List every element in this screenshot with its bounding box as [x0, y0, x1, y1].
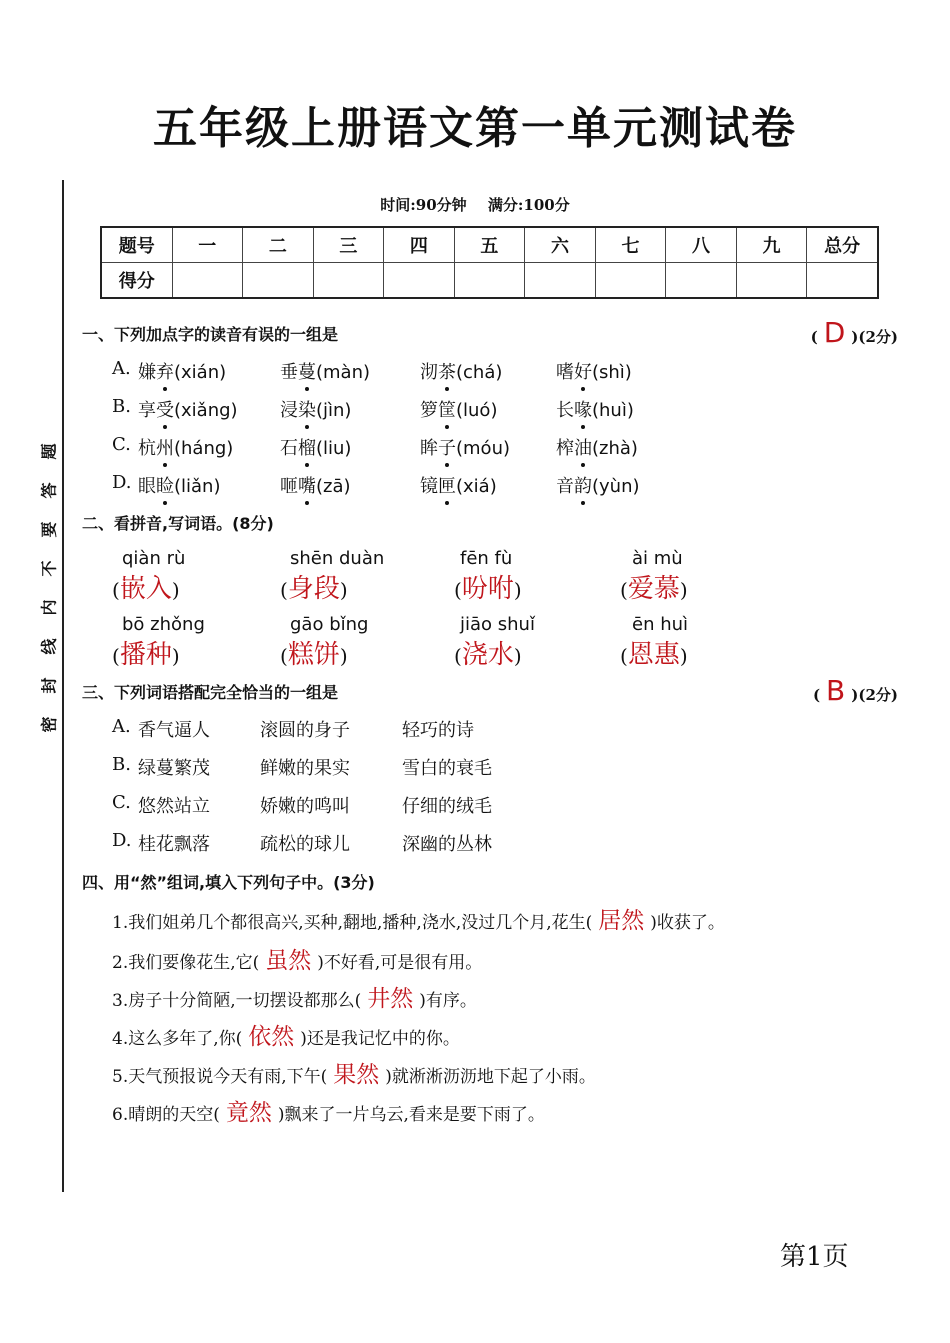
header-cell: 一: [172, 227, 243, 263]
seal-char: 线: [39, 638, 59, 655]
seal-char: 不: [39, 560, 59, 577]
score-label-cell: 得分: [101, 263, 172, 299]
header-cell: 九: [736, 227, 807, 263]
paren-close: ): [513, 578, 522, 602]
char: 沏: [420, 362, 438, 383]
paren-open: (: [280, 644, 288, 668]
phrase: 绿蔓繁茂: [138, 758, 210, 779]
handwritten-answer: 吩咐: [461, 574, 514, 604]
word-with-pinyin: [138, 396, 238, 422]
paren-close: ): [171, 644, 180, 668]
exam-full-score: 满分:100分: [487, 196, 570, 214]
answer-blank[interactable]: [620, 634, 688, 671]
answer-blank[interactable]: [454, 568, 522, 605]
score-table: [100, 226, 879, 299]
score-cell[interactable]: [172, 263, 243, 299]
paren-close: ): [513, 644, 522, 668]
seal-char: 内: [39, 599, 59, 616]
phrase: 娇嫩的鸣叫: [260, 796, 350, 817]
page-number: 第1页: [780, 1242, 849, 1272]
score-cell[interactable]: [243, 263, 314, 299]
pinyin: (luó): [456, 400, 498, 421]
score-table-header-row: [101, 227, 878, 263]
sentence-after: )就淅淅沥沥地下起了小雨。: [385, 1067, 596, 1087]
option-label: D.: [112, 830, 132, 851]
phrase: 深幽的丛林: [402, 834, 492, 855]
q3-open: (: [812, 686, 821, 704]
fill-sentence: [112, 902, 725, 935]
pinyin: (liǎn): [174, 476, 221, 497]
header-cell: 五: [454, 227, 525, 263]
answer-blank[interactable]: [280, 634, 348, 671]
option-label: A.: [112, 716, 131, 737]
paren-open: (: [112, 644, 120, 668]
q1-open: (: [810, 328, 818, 346]
sentence-after: )不好看,可是很有用。: [317, 953, 483, 973]
pinyin-prompt: qiàn rù: [122, 548, 186, 569]
q3-points: )(2分): [851, 686, 898, 704]
q1-answer: D: [823, 316, 846, 349]
option-label: A.: [112, 358, 131, 379]
option-label: C.: [112, 792, 131, 813]
handwritten-answer[interactable]: 居然: [598, 908, 645, 934]
char: 嗜: [556, 362, 574, 383]
seal-char: 答: [39, 482, 59, 499]
paren-close: ): [171, 578, 180, 602]
dotted-char: 受: [156, 400, 174, 421]
word-with-pinyin: [556, 472, 640, 498]
sentence-before: 4.这么多年了,你(: [112, 1029, 243, 1049]
answer-blank[interactable]: [454, 634, 522, 671]
handwritten-answer[interactable]: 虽然: [265, 948, 312, 974]
pinyin: (móu): [456, 438, 510, 459]
handwritten-answer[interactable]: 依然: [248, 1024, 295, 1050]
score-cell[interactable]: [384, 263, 455, 299]
fill-sentence: [112, 942, 482, 975]
fill-sentence: [112, 1094, 545, 1127]
word-with-pinyin: [556, 396, 634, 422]
word-with-pinyin: [138, 358, 226, 384]
pinyin: (huì): [592, 400, 634, 421]
q3-title: 三、下列词语搭配完全恰当的一组是: [82, 683, 339, 702]
phrase: 滚圆的身子: [260, 720, 350, 741]
pinyin: (liu): [316, 438, 352, 459]
q1-title: 一、下列加点字的读音有误的一组是: [82, 325, 339, 344]
pinyin: (zā): [316, 476, 351, 497]
handwritten-answer: 爱慕: [627, 574, 680, 604]
char: 杭: [138, 438, 156, 459]
dotted-char: 州: [156, 438, 174, 459]
score-cell[interactable]: [454, 263, 525, 299]
word-with-pinyin: [556, 434, 638, 460]
pinyin: (háng): [174, 438, 234, 459]
paren-open: (: [112, 578, 120, 602]
seal-char: 题: [39, 443, 59, 460]
pinyin: (xiǎng): [174, 400, 238, 421]
pinyin-prompt: bō zhǒng: [122, 614, 205, 635]
answer-blank[interactable]: [112, 568, 180, 605]
sentence-after: )有序。: [419, 991, 477, 1011]
char: 眸: [420, 438, 438, 459]
score-table-score-row: [101, 263, 878, 299]
paren-open: (: [454, 578, 462, 602]
answer-blank[interactable]: [620, 568, 688, 605]
header-cell: 六: [525, 227, 596, 263]
word-with-pinyin: [280, 358, 370, 384]
word-with-pinyin: [138, 434, 233, 460]
handwritten-answer: 糕饼: [287, 640, 340, 670]
word-with-pinyin: [280, 396, 351, 422]
pinyin: (chá): [456, 362, 503, 383]
score-cell[interactable]: [595, 263, 666, 299]
seal-char: 密: [39, 716, 59, 733]
char: 榨: [556, 438, 574, 459]
header-cell: 八: [666, 227, 737, 263]
word-with-pinyin: [420, 396, 497, 422]
sentence-after: )还是我记忆中的你。: [300, 1029, 460, 1049]
pinyin-prompt: ēn huì: [632, 614, 689, 635]
paren-close: ): [339, 578, 348, 602]
dotted-char: 榴: [298, 438, 316, 459]
char: 长: [556, 400, 574, 421]
sentence-after: )收获了。: [650, 913, 725, 933]
pinyin: (xiá): [456, 476, 497, 497]
char: 嫌: [138, 362, 156, 383]
pinyin: (màn): [316, 362, 371, 383]
word-with-pinyin: [556, 358, 632, 384]
paren-open: (: [620, 578, 628, 602]
pinyin-prompt: jiāo shuǐ: [460, 614, 535, 635]
phrase: 桂花飘落: [138, 834, 210, 855]
dotted-char: 蔓: [298, 362, 316, 383]
q1-points: )(2分): [851, 328, 898, 346]
seal-char: 要: [39, 521, 59, 538]
score-cell[interactable]: [736, 263, 807, 299]
pinyin: (jìn): [316, 400, 352, 421]
option-label: B.: [112, 754, 131, 775]
paren-close: ): [679, 644, 688, 668]
paren-close: ): [679, 578, 688, 602]
word-with-pinyin: [280, 434, 351, 460]
fill-sentence: [112, 980, 477, 1013]
char: 箩: [420, 400, 438, 421]
score-cell[interactable]: [666, 263, 737, 299]
sentence-before: 2.我们要像花生,它(: [112, 953, 260, 973]
char: 音: [556, 476, 574, 497]
pinyin: (yùn): [592, 476, 640, 497]
option-label: C.: [112, 434, 131, 455]
pinyin-prompt: gāo bǐng: [290, 614, 369, 635]
pinyin-prompt: ài mù: [632, 548, 683, 569]
seal-line-note: [36, 440, 60, 736]
handwritten-answer: 浇水: [461, 640, 514, 670]
dotted-char: 染: [298, 400, 316, 421]
header-cell: 二: [243, 227, 314, 263]
char: 享: [138, 400, 156, 421]
q3-answer: B: [826, 674, 846, 707]
dotted-char: 睑: [156, 476, 174, 497]
q4-title: 四、用“然”组词,填入下列句子中。(3分): [82, 873, 375, 892]
dotted-char: 好: [574, 362, 592, 383]
q3-answer-box: [813, 674, 898, 707]
handwritten-answer[interactable]: 果然: [333, 1062, 380, 1088]
handwritten-answer: 嵌入: [119, 574, 172, 604]
phrase: 悠然站立: [138, 796, 210, 817]
score-cell[interactable]: [313, 263, 384, 299]
phrase: 轻巧的诗: [402, 720, 474, 741]
q2-title: 二、看拼音,写词语。(8分): [82, 514, 274, 533]
header-cell: 题号: [101, 227, 172, 263]
dotted-char: 子: [438, 438, 456, 459]
char: 镜: [420, 476, 438, 497]
pinyin-prompt: fēn fù: [460, 548, 513, 569]
handwritten-answer[interactable]: 井然: [367, 986, 414, 1012]
char: 眼: [138, 476, 156, 497]
word-with-pinyin: [420, 358, 502, 384]
handwritten-answer[interactable]: 竟然: [225, 1100, 272, 1126]
page-title: 五年级上册语文第一单元测试卷: [153, 103, 797, 154]
phrase: 鲜嫩的果实: [260, 758, 350, 779]
paren-open: (: [280, 578, 288, 602]
phrase: 疏松的球儿: [260, 834, 350, 855]
dotted-char: 匣: [438, 476, 456, 497]
exam-time: 时间:90分钟: [380, 196, 467, 214]
dotted-char: 韵: [574, 476, 592, 497]
dotted-char: 喙: [574, 400, 592, 421]
dotted-char: 茶: [438, 362, 456, 383]
seal-char: 封: [39, 677, 59, 694]
dotted-char: 筐: [438, 400, 456, 421]
sentence-after: )飘来了一片乌云,看来是要下雨了。: [277, 1105, 545, 1125]
fill-sentence: [112, 1056, 596, 1089]
word-with-pinyin: [420, 434, 510, 460]
paren-open: (: [454, 644, 462, 668]
fill-sentence: [112, 1018, 460, 1051]
char: 垂: [280, 362, 298, 383]
pinyin: (xián): [174, 362, 227, 383]
header-cell: 四: [384, 227, 455, 263]
header-cell: 总分: [807, 227, 878, 263]
pinyin: (zhà): [592, 438, 638, 459]
dotted-char: 油: [574, 438, 592, 459]
sentence-before: 5.天气预报说今天有雨,下午(: [112, 1067, 328, 1087]
score-cell[interactable]: [807, 263, 878, 299]
score-cell[interactable]: [525, 263, 596, 299]
sentence-before: 3.房子十分简陋,一切摆设都那么(: [112, 991, 362, 1011]
dotted-char: 弃: [156, 362, 174, 383]
header-cell: 三: [313, 227, 384, 263]
header-cell: 七: [595, 227, 666, 263]
option-label: D.: [112, 472, 132, 493]
answer-blank[interactable]: [112, 634, 180, 671]
exam-meta: [0, 194, 950, 215]
pinyin: (shì): [592, 362, 632, 383]
sentence-before: 1.我们姐弟几个都很高兴,买种,翻地,播种,浇水,没过几个月,花生(: [112, 913, 593, 933]
phrase: 香气逼人: [138, 720, 210, 741]
phrase: 仔细的绒毛: [402, 796, 492, 817]
handwritten-answer: 恩惠: [627, 640, 680, 670]
char: 石: [280, 438, 298, 459]
word-with-pinyin: [138, 472, 221, 498]
seal-line: [62, 180, 64, 1192]
sentence-before: 6.晴朗的天空(: [112, 1105, 220, 1125]
handwritten-answer: 身段: [287, 574, 340, 604]
pinyin-prompt: shēn duàn: [290, 548, 385, 569]
answer-blank[interactable]: [280, 568, 348, 605]
char: 咂: [280, 476, 298, 497]
q1-answer-box: [811, 316, 898, 349]
handwritten-answer: 播种: [119, 640, 172, 670]
word-with-pinyin: [420, 472, 497, 498]
word-with-pinyin: [280, 472, 351, 498]
phrase: 雪白的衰毛: [402, 758, 492, 779]
char: 浸: [280, 400, 298, 421]
paren-close: ): [339, 644, 348, 668]
paren-open: (: [620, 644, 628, 668]
option-label: B.: [112, 396, 131, 417]
dotted-char: 嘴: [298, 476, 316, 497]
